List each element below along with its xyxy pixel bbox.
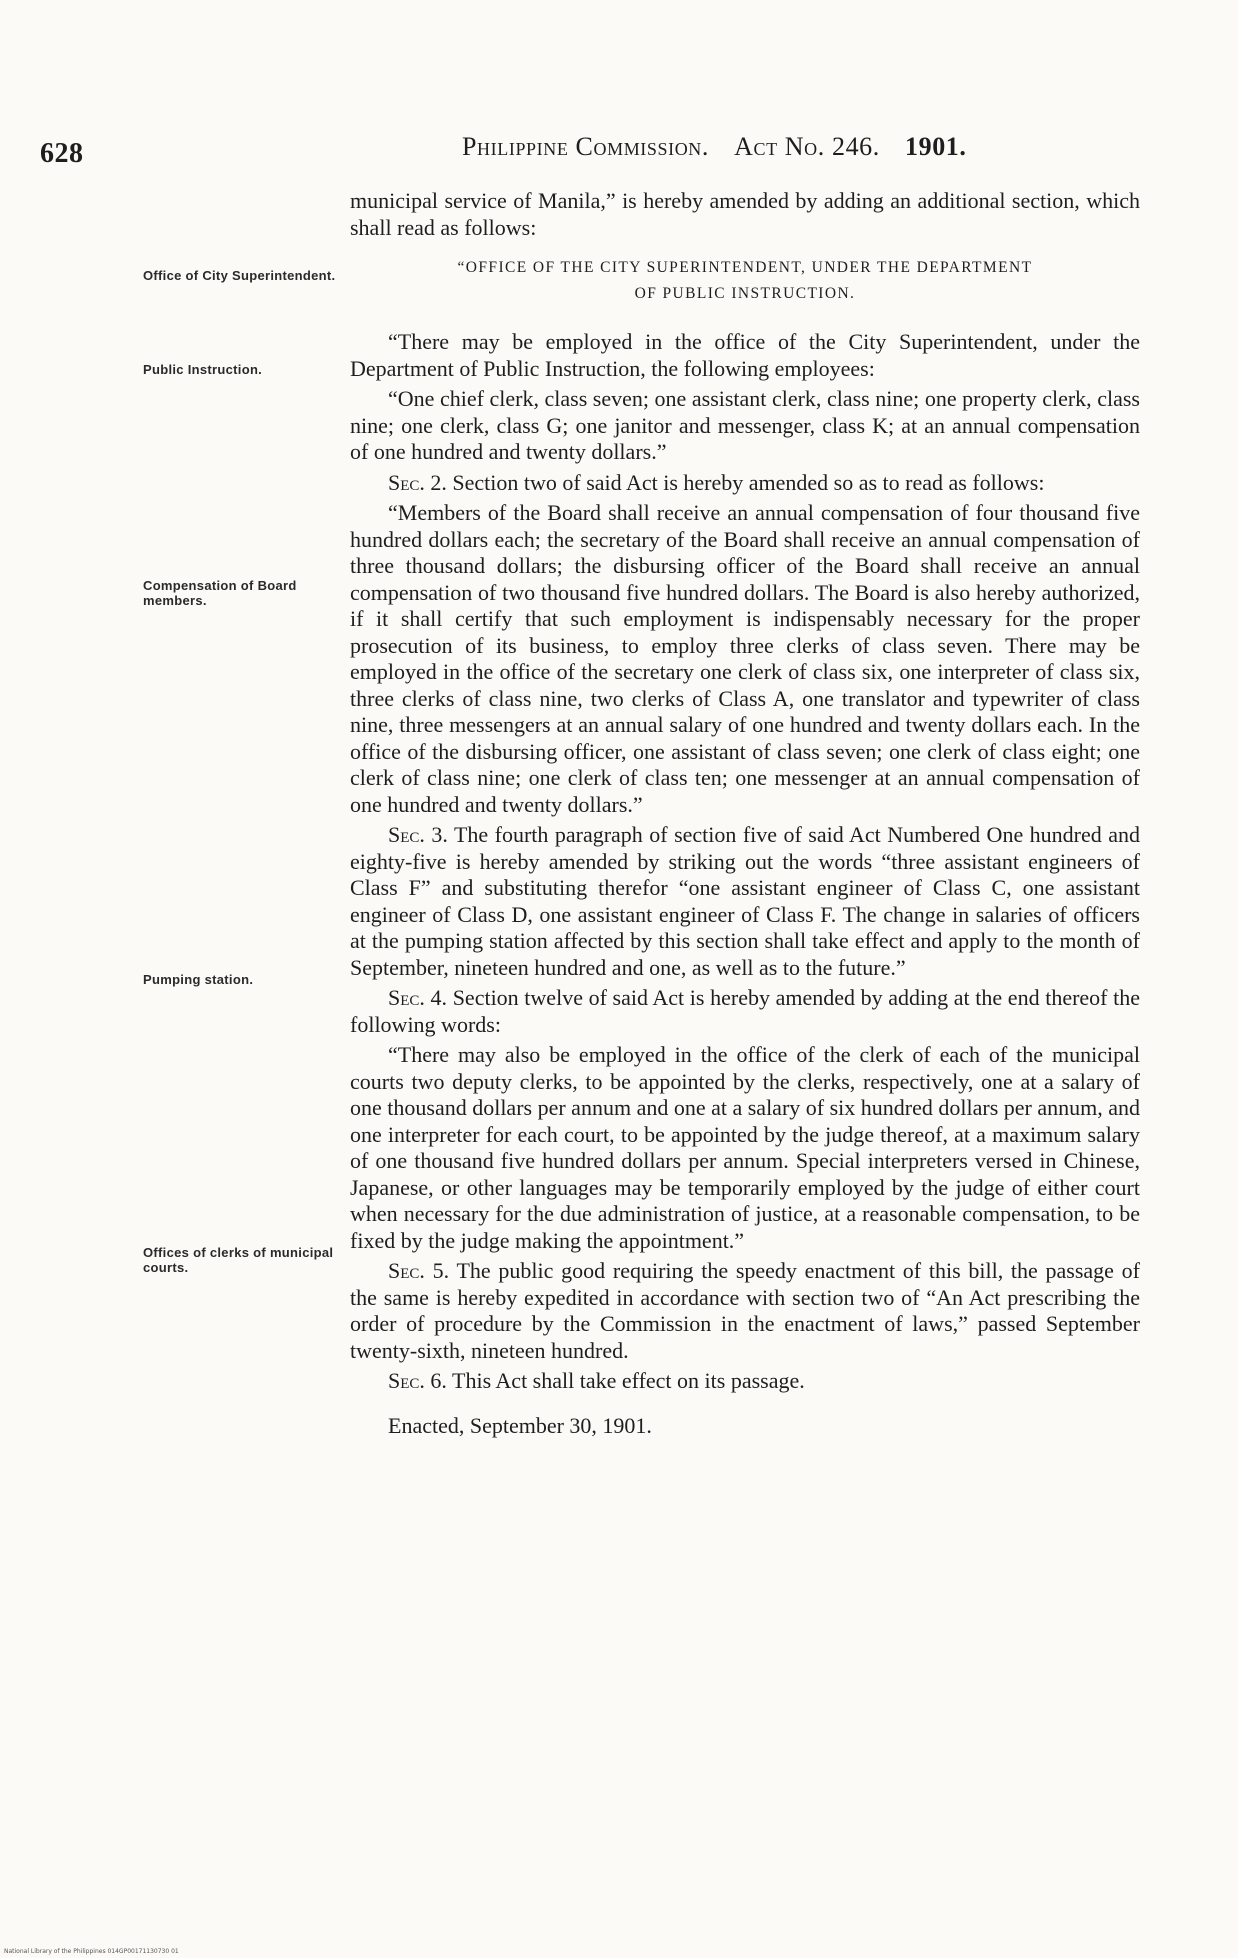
margin-note-compensation: Compensation of Board members. — [143, 578, 297, 608]
page-number: 628 — [40, 138, 84, 169]
courts-paragraph: “There may also be employed in the office of the clerk of each of the municipal courts two deputy clerks, to be appointed by the clerks, respectively, one at a salary of one thousand dollars per annum and one at a salary of six hundred dollars per annum, and one interpreter for each court, to be appointed by the judge thereof, at a maximum salary of one thousand five hundred dollars per annum. Special interpreters versed in Chinese, Japanese, or other languages may be temporarily employed by the judge of either court when necessary for the due administration of justice, at a reasonable compensation, to be fixed by the judge making the appointment.” — [350, 1042, 1140, 1253]
running-head — [462, 132, 985, 162]
employees-paragraph: “There may be employed in the office of the City Superintendent, under the Department of Public Instruction, the following employees: — [350, 329, 1140, 381]
section-2 — [350, 470, 1140, 497]
enacted-line: Enacted, September 30, 1901. — [388, 1412, 652, 1438]
section-2-label: Sec. 2. — [388, 469, 447, 495]
margin-note-city-superintendent: Office of City Superintendent. — [143, 268, 336, 283]
section-6-text: This Act shall take effect on its passage. — [452, 1368, 805, 1393]
board-paragraph: “Members of the Board shall receive an annual compensation of four thousand five hundred dollars each; the secretary of the Board shall receive an annual compensation of three thousand dollars; the disbursing officer of the Board shall receive an annual compensation of two thousand five hundred dollars. The Board is also hereby authorized, if it shall certify that such employment is indispensably necessary for the proper prosecution of its business, to employ three clerks of class seven. There may be employed in the office of the secretary one clerk of class six, one interpreter of class six, three clerks of class nine, two clerks of Class A, one translator and typewriter of class nine, three messengers at an annual salary of one hundred and twenty dollars each. In the office of the disbursing officer, one assistant of class seven; one clerk of class eight; one clerk of class nine; one clerk of class ten; one messenger at an annual compensation of one hundred and twenty dollars.” — [350, 500, 1140, 817]
section-4 — [350, 985, 1140, 1038]
scan-footer-note: National Library of the Philippines 014GP00171130730 01 — [4, 1948, 179, 1955]
office-heading-line-1: “OFFICE OF THE CITY SUPERINTENDENT, UNDER THE DEPARTMENT — [457, 259, 1033, 276]
act-text — [350, 188, 1140, 1443]
section-5-label: Sec. 5. — [388, 1258, 450, 1283]
running-head-title: Philippine Commission. — [462, 132, 710, 161]
clerks-paragraph: “One chief clerk, class seven; one assistant clerk, class nine; one property clerk, class nine; one clerk, class G; one janitor and messenger, class K; at an annual compensation of one hundred and twenty dollars.” — [350, 386, 1140, 464]
intro-paragraph: municipal service of Manila,” is hereby amended by adding an additional section, which shall read as follows: — [350, 188, 1140, 240]
office-heading — [350, 255, 1140, 307]
section-3-label: Sec. 3. — [388, 822, 448, 847]
section-2-text: Section two of said Act is hereby amended so as to read as follows: — [452, 469, 1045, 495]
margin-note-public-instruction: Public Instruction. — [143, 362, 263, 377]
section-6 — [350, 1368, 1140, 1395]
year: 1901. — [905, 132, 967, 161]
act-number: Act No. 246. — [734, 132, 880, 161]
margin-note-clerks-courts: Offices of clerks of municipal courts. — [143, 1245, 334, 1275]
section-3 — [350, 822, 1140, 981]
section-4-text: Section twelve of said Act is hereby amended by adding at the end thereof the following words: — [350, 985, 1141, 1037]
section-5-text: The public good requiring the speedy enactment of this bill, the passage of the same is hereby expedited in accordance with section two of “An Act prescribing the order of procedure by the Commission in the enactment of laws,” passed September twenty-sixth, nineteen hundred. — [350, 1258, 1140, 1363]
section-6-label: Sec. 6. — [388, 1368, 447, 1393]
margin-note-pumping-station: Pumping station. — [143, 972, 254, 987]
office-heading-line-2: OF PUBLIC INSTRUCTION. — [634, 285, 856, 302]
section-4-label: Sec. 4. — [388, 985, 448, 1010]
section-5 — [350, 1258, 1140, 1364]
section-3-text: The fourth paragraph of section five of said Act Numbered One hundred and eighty-five is hereby amended by striking out the words “three assistant engineers of Class F” and substituting therefor “one assistant engineer of Class C, one assistant engineer of Class D, one assistant engineer of Class F. The change in salaries of officers at the pumping station affected by this section shall take effect and apply to the month of September, nineteen hundred and one, as well as to the future.” — [350, 822, 1141, 980]
